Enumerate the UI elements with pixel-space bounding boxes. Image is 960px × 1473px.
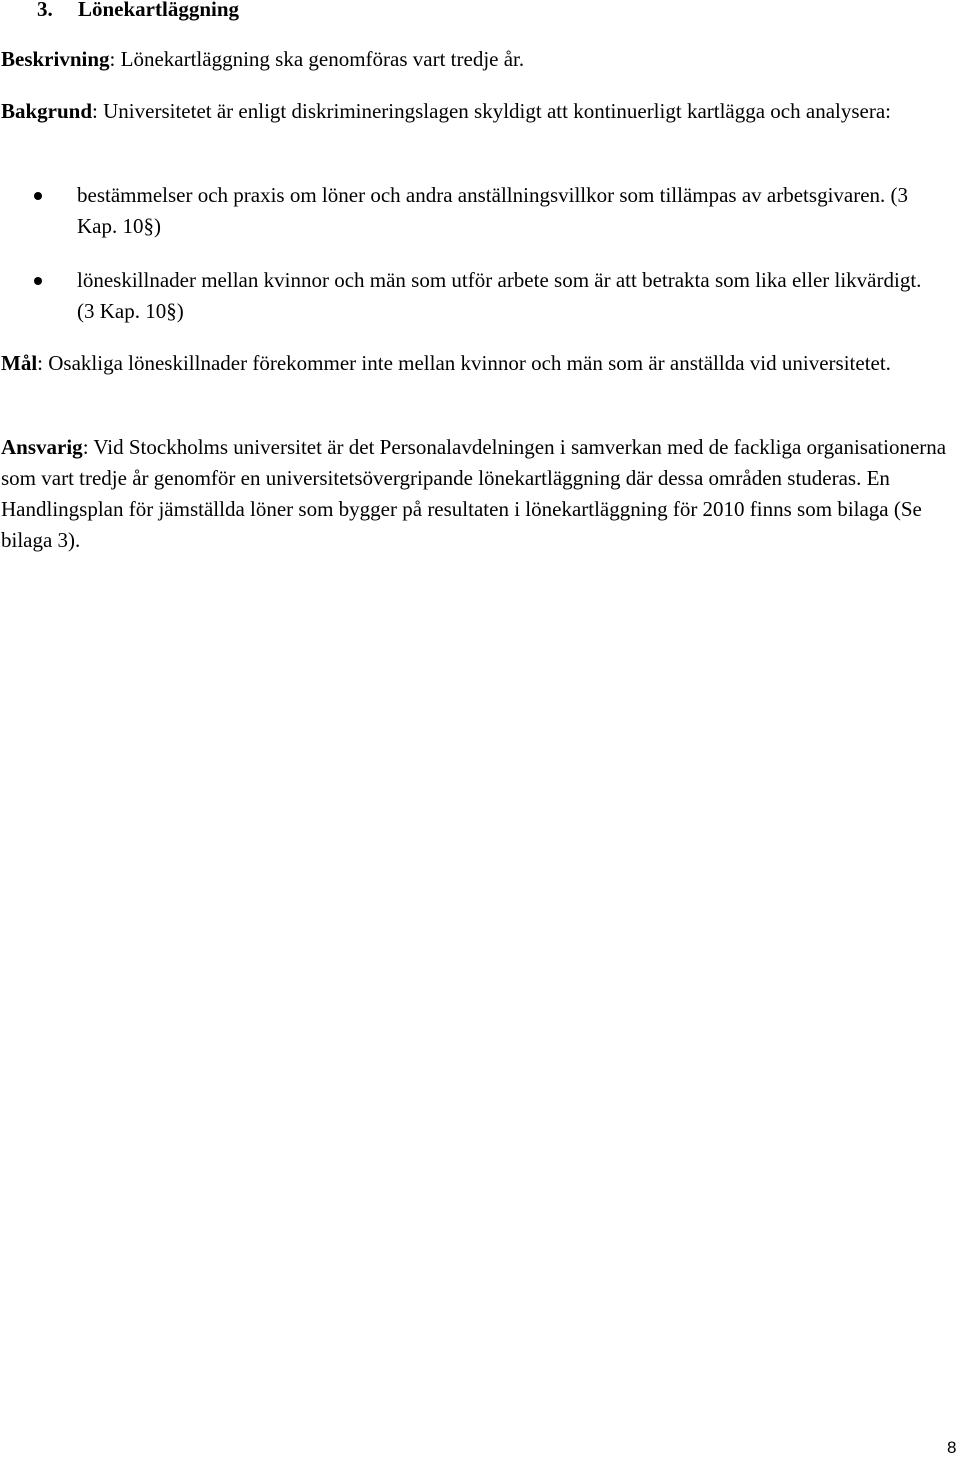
background-text: : Universitetet är enligt diskrimineringslagen skyldigt att kontinuerligt kartlägga och analysera: [92,99,892,123]
list-item [0,265,937,327]
description-text: : Lönekartläggning ska genomföras vart tredje år. [109,47,525,71]
background-paragraph [1,96,951,127]
section-title: Lönekartläggning [78,0,240,21]
description-paragraph [1,44,951,75]
goal-text: : Osakliga löneskillnader förekommer inte mellan kvinnor och män som är anställda vid universitetet. [37,351,891,375]
section-number: 3. [37,0,53,21]
description-label: Beskrivning [1,47,110,71]
responsible-label: Ansvarig [1,435,83,459]
list-item-text: bestämmelser och praxis om löner och andra anställningsvillkor som tillämpas av arbetsgivaren. (3 Kap. 10§) [77,183,909,238]
page-number: 8 [947,1438,957,1457]
list-item [0,180,937,242]
section-heading [37,0,239,25]
goal-label: Mål [1,351,38,375]
responsible-text: : Vid Stockholms universitet är det Personalavdelningen i samverkan med de fackliga organisationerna som vart tredje år genomför en universitetsövergripande lönekartläggning där dessa områden studeras. En Handlingsplan för jämställda löner som bygger på resultaten i lönekartläggning för 2010 finns som bilaga (Se bilaga 3). [1,435,947,552]
background-list [0,180,950,350]
responsible-paragraph [1,432,951,556]
goal-paragraph [1,348,951,379]
bullet-icon [34,277,42,285]
bullet-icon [34,192,42,200]
background-label: Bakgrund [1,99,93,123]
list-item-text: löneskillnader mellan kvinnor och män som utför arbete som är att betrakta som lika eller likvärdigt. (3 Kap. 10§) [77,268,922,323]
